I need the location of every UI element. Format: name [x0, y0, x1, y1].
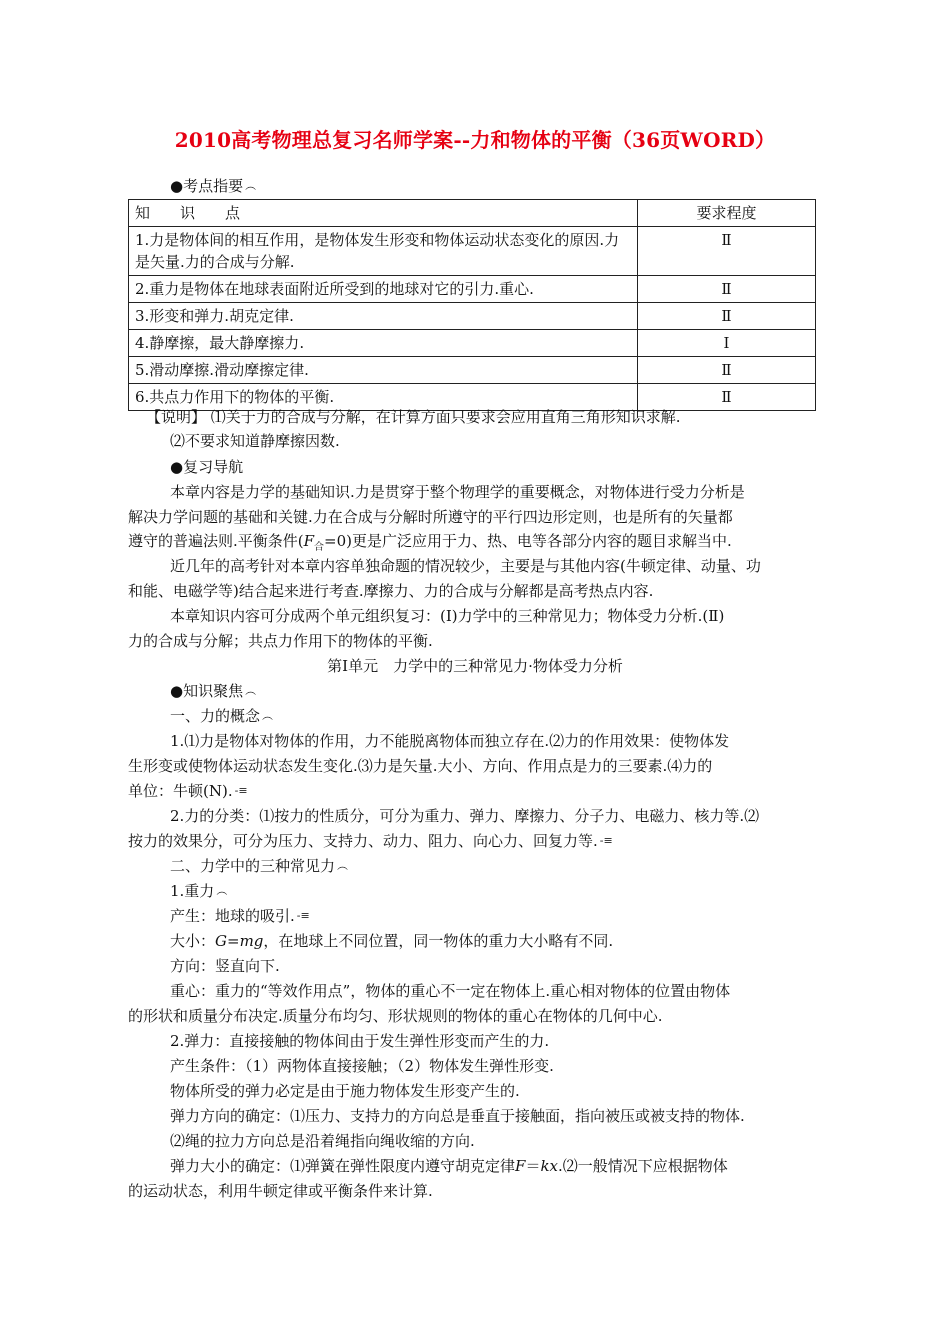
- paragraph-line: 弹力方向的确定：⑴压力、支持力的方向总是垂直于接触面，指向被压或被支持的物体.: [170, 1107, 745, 1125]
- elastic-condition: 产生条件：（1）两物体直接接触；（2）物体发生弹性形变.: [170, 1057, 554, 1075]
- paragraph-line: 弹力大小的确定：⑴弹簧在弹性限度内遵守胡克定律F＝kx.⑵一般情况下应根据物体: [170, 1157, 728, 1175]
- note-mark-icon: -≡: [296, 909, 310, 922]
- edit-mark-icon: ︵: [262, 709, 274, 722]
- edit-mark-icon: ︵: [216, 884, 228, 897]
- elastic-cause: 物体所受的弹力必定是由于施力物体发生形变产生的.: [170, 1082, 520, 1100]
- level-cell: Ⅱ: [638, 227, 816, 276]
- note-line-1: 【说明】 ⑴关于力的合成与分解，在计算方面只要求会应用直角三角形知识求解.: [146, 408, 681, 426]
- knowledge-cell: 3.形变和弹力.胡克定律.: [129, 303, 638, 330]
- knowledge-cell: 5.滑动摩擦.滑动摩擦定律.: [129, 357, 638, 384]
- edit-mark-icon: ︵: [245, 179, 257, 192]
- paragraph-line: 力的合成与分解；共点力作用下的物体的平衡.: [128, 632, 433, 650]
- section-fuxi-heading: ●复习导航: [170, 458, 244, 476]
- table-row: [129, 303, 816, 330]
- knowledge-cell: 1.力是物体间的相互作用，是物体发生形变和物体运动状态变化的原因.力是矢量.力的合成与分解.: [129, 227, 638, 276]
- gravity-direction: 方向：竖直向下.: [170, 957, 280, 975]
- paragraph-line: 近几年的高考针对本章内容单独命题的情况较少，主要是与其他内容(牛顿定律、动量、功: [170, 557, 761, 575]
- knowledge-points-table: [128, 199, 816, 411]
- header-level: 要求程度: [638, 200, 816, 227]
- table-row: [129, 227, 816, 276]
- unit-title: 第Ⅰ单元 力学中的三种常见力·物体受力分析: [327, 657, 623, 675]
- paragraph-line: 本章知识内容可分成两个单元组织复习：(Ⅰ)力学中的三种常见力；物体受力分析.(Ⅱ): [170, 607, 725, 625]
- paragraph-line: 1.⑴力是物体对物体的作用，力不能脱离物体而独立存在.⑵力的作用效果：使物体发: [170, 732, 730, 750]
- edit-mark-icon: ︵: [337, 859, 349, 872]
- table-row: [129, 357, 816, 384]
- paragraph-line: 重心：重力的“等效作用点”，物体的重心不一定在物体上.重心相对物体的位置由物体: [170, 982, 731, 1000]
- paragraph-line: 2.力的分类：⑴按力的性质分，可分为重力、弹力、摩擦力、分子力、电磁力、核力等.⑵: [170, 807, 760, 825]
- knowledge-cell: 6.共点力作用下的物体的平衡.: [129, 384, 638, 411]
- level-cell: Ⅱ: [638, 303, 816, 330]
- gravity-heading: 1.重力 ︵: [170, 882, 228, 900]
- table-row: [129, 276, 816, 303]
- level-cell: Ⅱ: [638, 384, 816, 411]
- edit-mark-icon: ︵: [245, 684, 257, 697]
- gravity-cause: 产生：地球的吸引. -≡: [170, 907, 310, 925]
- paragraph-line: 本章内容是力学的基础知识.力是贯穿于整个物理学的重要概念，对物体进行受力分析是: [170, 483, 745, 501]
- paragraph-line: 按力的效果分，可分为压力、支持力、动力、阻力、向心力、回复力等. -≡: [128, 832, 613, 850]
- paragraph-line: 解决力学问题的基础和关键.力在合成与分解时所遵守的平行四边形定则，也是所有的矢量都: [128, 508, 733, 526]
- header-knowledge: 知 识 点: [129, 200, 638, 227]
- section-kaodian-heading: ●考点指要 ︵: [170, 177, 257, 195]
- paragraph-line: 单位：牛顿(N). -≡: [128, 782, 248, 800]
- paragraph-line: 的运动状态，利用牛顿定律或平衡条件来计算.: [128, 1182, 433, 1200]
- knowledge-cell: 2.重力是物体在地球表面附近所受到的地球对它的引力.重心.: [129, 276, 638, 303]
- section-zhishi-heading: ●知识聚焦 ︵: [170, 682, 257, 700]
- subheading-force-concept: 一、力的概念 ︵: [170, 707, 274, 725]
- paragraph-line: 和能、电磁学等)结合起来进行考查.摩擦力、力的合成与分解都是高考热点内容.: [128, 582, 654, 600]
- subheading-three-forces: 二、力学中的三种常见力 ︵: [170, 857, 349, 875]
- document-title: 2010高考物理总复习名师学案--力和物体的平衡（36页WORD）: [174, 128, 776, 152]
- knowledge-cell: 4.静摩擦，最大静摩擦力.: [129, 330, 638, 357]
- table-header-row: [129, 200, 816, 227]
- paragraph-line: ⑵绳的拉力方向总是沿着绳指向绳收缩的方向.: [170, 1132, 475, 1150]
- elastic-heading: 2.弹力：直接接触的物体间由于发生弹性形变而产生的力.: [170, 1032, 550, 1050]
- note-mark-icon: -≡: [599, 834, 613, 847]
- level-cell: Ⅱ: [638, 357, 816, 384]
- level-cell: Ⅱ: [638, 276, 816, 303]
- table-row: [129, 330, 816, 357]
- paragraph-line: 的形状和质量分布决定.质量分布均匀、形状规则的物体的重心在物体的几何中心.: [128, 1007, 663, 1025]
- note-line-2: ⑵不要求知道静摩擦因数.: [170, 432, 340, 450]
- note-mark-icon: -≡: [234, 784, 248, 797]
- paragraph-line: 遵守的普遍法则.平衡条件$(F_合=0)$更是广泛应用于力、热、电等各部分内容的题目求解当中.: [128, 532, 732, 553]
- paragraph-line: 生形变或使物体运动状态发生变化.⑶力是矢量.大小、方向、作用点是力的三要素.⑷力的: [128, 757, 713, 775]
- level-cell: Ⅰ: [638, 330, 816, 357]
- gravity-size: 大小：G=mg，在地球上不同位置，同一物体的重力大小略有不同.: [170, 932, 614, 950]
